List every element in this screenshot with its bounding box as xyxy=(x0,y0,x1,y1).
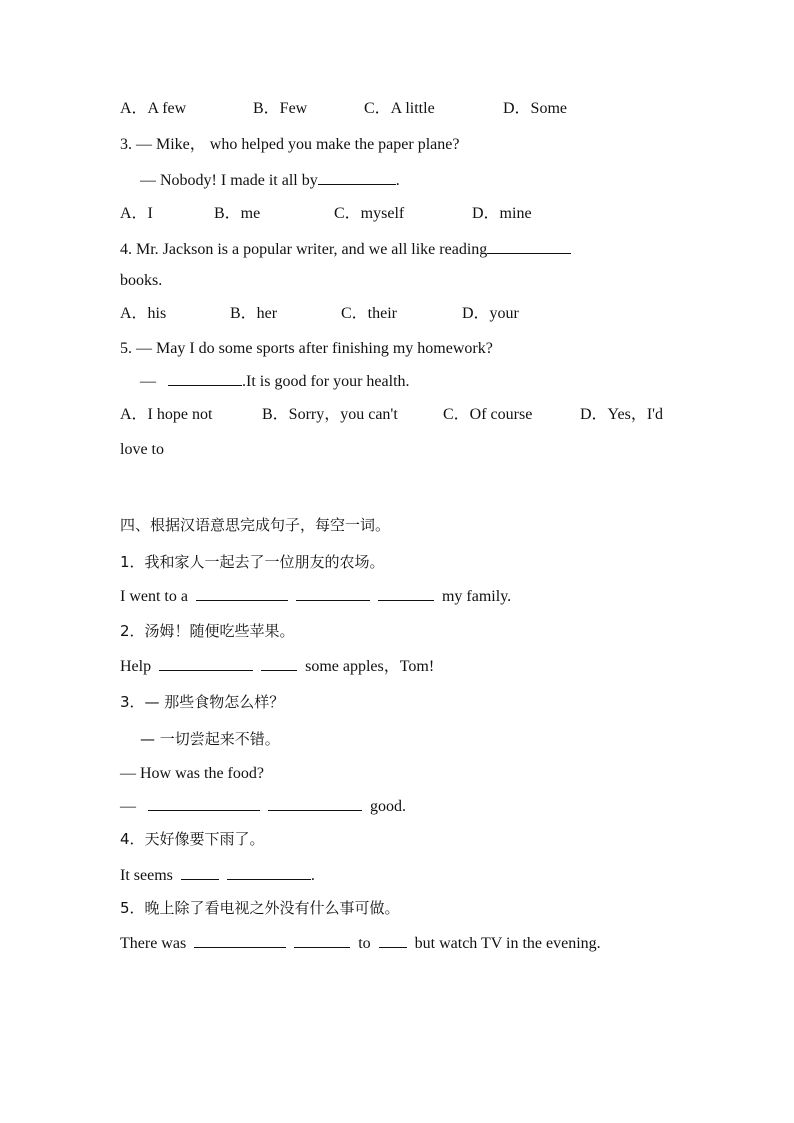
s4-q5-chinese: 5．晚上除了看电视之外没有什么事可做。 xyxy=(120,899,400,917)
s4-q2-english xyxy=(120,656,434,677)
answer-blank xyxy=(196,586,288,601)
s4-q1-text-a: I went to a xyxy=(120,588,188,605)
q4-question-wrap: books. xyxy=(120,272,163,289)
s4-q2-text-a: Help xyxy=(120,658,152,675)
q5-option-a: A．I hope not xyxy=(120,406,213,423)
q3-option-a: A．I xyxy=(120,205,153,222)
answer-blank xyxy=(294,933,350,948)
s4-q3-chinese-2: — 一切尝起来不错。 xyxy=(140,730,280,748)
q2-option-a: A．A few xyxy=(120,100,187,117)
q2-option-b: B．Few xyxy=(253,100,308,117)
answer-blank xyxy=(378,586,434,601)
s4-q2-text-b: some apples，Tom! xyxy=(305,658,435,675)
q5-answer-text: .It is good for your health. xyxy=(242,373,410,390)
q2-option-d: D．Some xyxy=(503,100,568,117)
q5-answer-line xyxy=(140,371,410,392)
q3-option-d: D．mine xyxy=(472,205,532,222)
s4-q3-english-1: — How was the food? xyxy=(120,765,264,782)
q4-option-d: D．your xyxy=(462,305,519,322)
q5-option-b: B．Sorry，you can't xyxy=(262,406,398,423)
q3-answer-end: . xyxy=(395,172,400,189)
s4-q5-english xyxy=(120,933,601,954)
s4-q1-text-b: my family. xyxy=(441,588,512,605)
q3-question: 3. — Mike， who helped you make the paper plane? xyxy=(120,136,460,153)
q3-answer-line xyxy=(140,170,400,191)
s4-q4-english xyxy=(120,865,315,886)
answer-blank xyxy=(194,933,286,948)
q4-option-a: A．his xyxy=(120,305,167,322)
s4-q3-dash: — xyxy=(120,798,136,815)
q3-answer-text: — Nobody! I made it all by xyxy=(140,172,318,189)
answer-blank xyxy=(296,586,370,601)
q4-question-text: 4. Mr. Jackson is a popular writer, and we all like reading xyxy=(120,241,488,258)
answer-blank xyxy=(159,656,253,671)
q4-option-c: C．their xyxy=(341,305,397,322)
s4-q4-chinese: 4．天好像要下雨了。 xyxy=(120,830,265,848)
answer-blank xyxy=(487,239,571,254)
answer-blank xyxy=(148,796,260,811)
answer-blank xyxy=(379,933,407,948)
answer-blank xyxy=(261,656,297,671)
s4-q2-chinese: 2．汤姆！随便吃些苹果。 xyxy=(120,622,295,640)
answer-blank xyxy=(181,865,219,880)
q4-option-b: B．her xyxy=(230,305,278,322)
q2-option-c: C．A little xyxy=(364,100,435,117)
q5-option-wrap: love to xyxy=(120,441,164,458)
answer-blank xyxy=(227,865,311,880)
q3-option-c: C．myself xyxy=(334,205,405,222)
s4-q4-text-b: . xyxy=(310,867,315,884)
s4-q3-english-2 xyxy=(120,796,406,817)
q4-question xyxy=(120,239,571,260)
s4-q5-text-b: to xyxy=(358,935,371,952)
q5-option-d: D．Yes，I'd xyxy=(580,406,664,423)
s4-q5-text-a: There was xyxy=(120,935,187,952)
answer-blank xyxy=(318,170,396,185)
section-heading: 四、根据汉语意思完成句子，每空一词。 xyxy=(120,516,391,534)
answer-blank xyxy=(168,371,242,386)
s4-q1-english xyxy=(120,586,511,607)
s4-q3-chinese-1: 3．— 那些食物怎么样？ xyxy=(120,693,285,711)
s4-q4-text-a: It seems xyxy=(120,867,173,884)
s4-q1-chinese: 1．我和家人一起去了一位朋友的农场。 xyxy=(120,553,385,571)
q3-option-b: B．me xyxy=(214,205,261,222)
q5-question: 5. — May I do some sports after finishing my homework? xyxy=(120,340,493,357)
q5-dash: — xyxy=(140,373,156,390)
answer-blank xyxy=(268,796,362,811)
q5-option-c: C．Of course xyxy=(443,406,533,423)
s4-q5-text-c: but watch TV in the evening. xyxy=(414,935,601,952)
s4-q3-text-b: good. xyxy=(370,798,406,815)
